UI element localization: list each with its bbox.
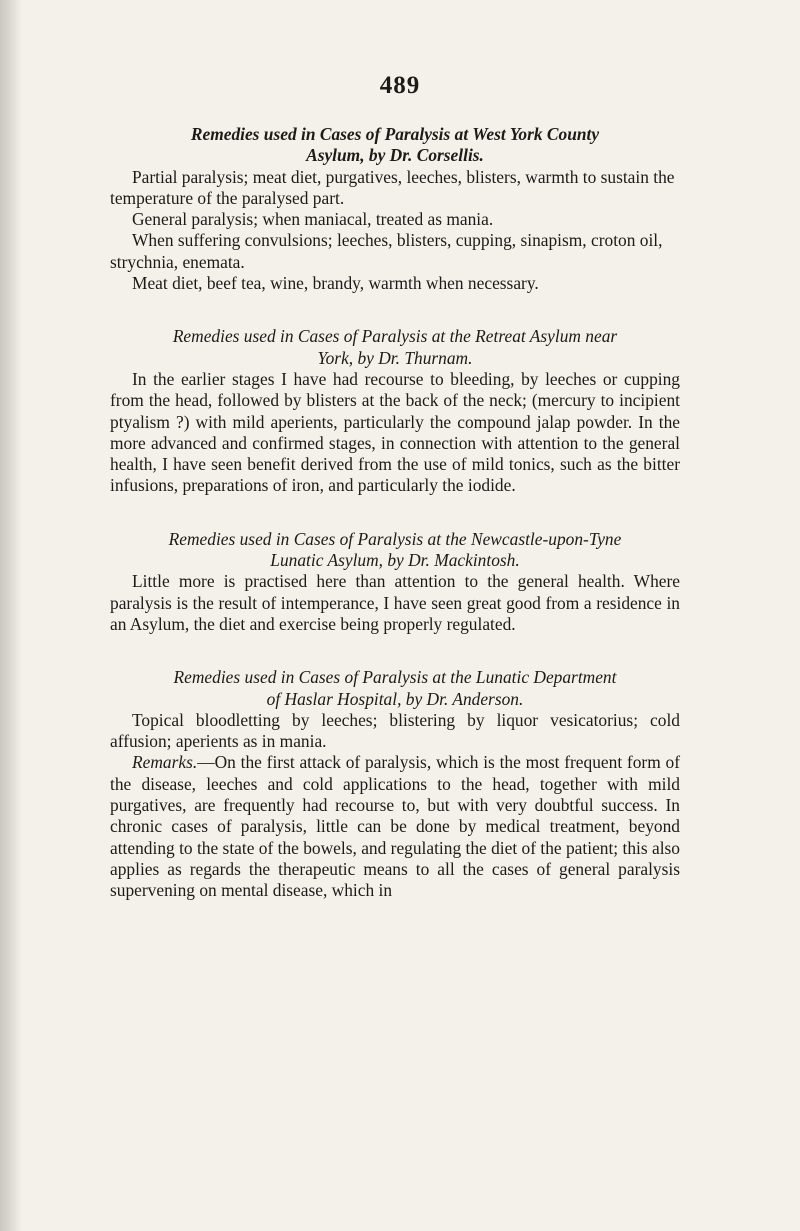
page-number: 489 (379, 72, 421, 99)
paragraph: Partial paralysis; meat diet, purgatives, leeches, blisters, warmth to sustain the temperature of the paralysed part. (110, 166, 675, 208)
heading-line: Remedies used in Cases of Paralysis at the Retreat Asylum near (172, 326, 618, 347)
paragraph: Meat diet, beef tea, wine, brandy, warmth when necessary. (132, 273, 539, 294)
remarks-label: Remarks. (132, 752, 198, 773)
paragraph: In the earlier stages I have had recourse to bleeding, by leeches or cupping from the head, followed by blisters at the back of the neck; (mercury to incipient ptyalism ?) with mild aperients, particularly the compound jalap powder. In the more advanced and confirmed stages, in connection with attention to the general health, I have seen benefit derived from the use of mild tonics, such as the bitter infusions, preparations of iron, and particularly the iodide. (110, 368, 680, 496)
section-west-york (110, 124, 680, 294)
section-heading (110, 124, 680, 167)
paragraph: General paralysis; when maniacal, treated as mania. (132, 209, 494, 230)
heading-line: Asylum, by Dr. Corsellis. (306, 145, 484, 166)
section-heading (110, 667, 680, 710)
heading-line: of Haslar Hospital, by Dr. Anderson. (266, 688, 524, 709)
paragraph: When suffering convulsions; leeches, blisters, cupping, sinapism, croton oil, strychnia, enemata. (110, 230, 663, 272)
heading-line: Remedies used in Cases of Paralysis at West York County (190, 124, 600, 144)
paragraph: Topical bloodletting by leeches; blistering by liquor vesicatorius; cold affusion; aperients as in mania. (110, 709, 680, 752)
paragraph: Little more is practised here than attention to the general health. Where paralysis is the result of intemperance, I have seen great good from a residence in an Asylum, the diet and exercise being properly regulated. (110, 571, 680, 634)
heading-line: York, by Dr. Thurnam. (317, 347, 473, 368)
page-gutter-shadow (0, 0, 22, 1231)
section-retreat (110, 326, 680, 496)
heading-line: Lunatic Asylum, by Dr. Mackintosh. (270, 550, 520, 571)
section-haslar (110, 667, 680, 901)
section-heading (110, 529, 680, 572)
section-heading (110, 326, 680, 369)
section-newcastle (110, 529, 680, 635)
heading-line: Remedies used in Cases of Paralysis at the Newcastle-upon-Tyne (168, 528, 622, 549)
remarks-text: —On the first attack of paralysis, which is the most frequent form of the disease, leeches and cold applications to the head, together with mild purgatives, are frequently had recourse to, but with very doubtful success. In chronic cases of paralysis, little can be done by medical treatment, beyond attending to the state of the bowels, and regulating the diet of the patient; this also applies as regards the therapeutic means to all the cases of general paralysis supervening on mental disease, which in (110, 752, 680, 901)
heading-line: Remedies used in Cases of Paralysis at the Lunatic Department (173, 667, 617, 688)
remarks-paragraph (110, 752, 680, 901)
page-content (110, 124, 680, 902)
